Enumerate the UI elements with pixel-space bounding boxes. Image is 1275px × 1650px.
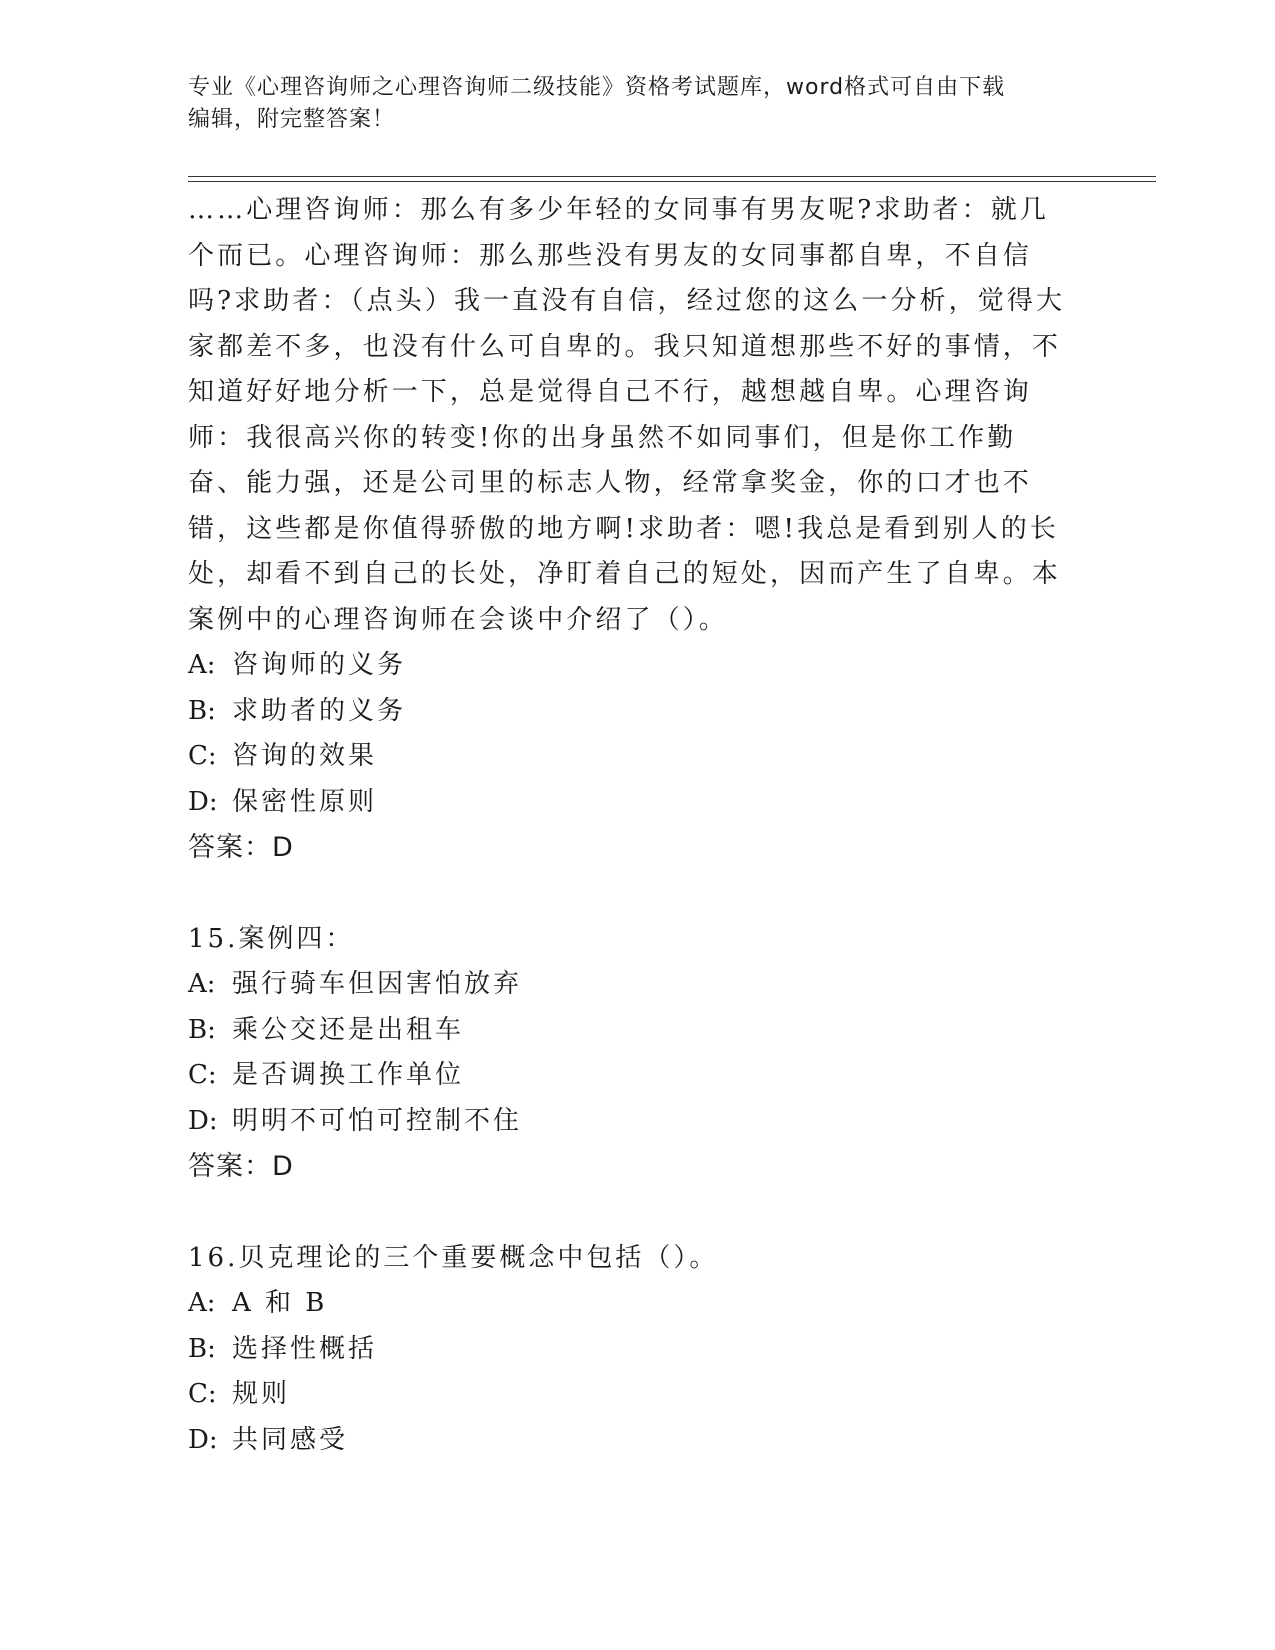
- option-text: 是否调换工作单位: [232, 1060, 465, 1090]
- question-passage: ……心理咨询师：那么有多少年轻的女同事有男友呢?求助者：就几个而已。心理咨询师：那么那些没有男友的女同事都自卑，不自信吗?求助者：（点头）我一直没有自信，经过您的这么一分析，觉得大家都差不多，也没有什么可自卑的。我只知道想那些不好的事情，不知道好好地分析一下，总是觉得自己不行，越想越自卑。心理咨询师：我很高兴你的转变!你的出身虽然不如同事们，但是你工作勤奋、能力强，还是公司里的标志人物，经常拿奖金，你的口才也不错，这些都是你值得骄傲的地方啊!求助者：嗯!我总是看到别人的长处，却看不到自己的长处，净盯着自己的短处，因而产生了自卑。本案例中的心理咨询师在会谈中介绍了（）。: [188, 195, 1066, 635]
- question-options: [188, 643, 1068, 825]
- header-line-2: 编辑，附完整答案！: [188, 107, 396, 132]
- option-text: 求助者的义务: [232, 695, 407, 726]
- option-text: 选择性概括: [232, 1333, 378, 1364]
- question-options: [188, 962, 1068, 1144]
- option-key: A:: [188, 650, 216, 680]
- option-text: 保密性原则: [232, 786, 378, 817]
- option-a: [188, 643, 1068, 689]
- option-c: [188, 1372, 1068, 1418]
- spacer: [188, 1190, 1068, 1236]
- question-title: 16.贝克理论的三个重要概念中包括（）。: [188, 1242, 719, 1273]
- option-key: A:: [188, 969, 216, 999]
- document-header: [188, 72, 1068, 136]
- option-c: [188, 734, 1068, 780]
- option-key: C:: [188, 1379, 217, 1409]
- option-b: [188, 1008, 1068, 1054]
- spacer: [188, 871, 1068, 917]
- option-d: [188, 780, 1068, 826]
- option-text: 乘公交还是出租车: [232, 1014, 465, 1045]
- option-key: B:: [188, 695, 216, 726]
- option-d: [188, 1099, 1068, 1145]
- option-key: D:: [188, 1424, 218, 1455]
- option-key: C:: [188, 1060, 217, 1090]
- option-text: 咨询师的义务: [232, 650, 407, 680]
- option-text: 共同感受: [232, 1424, 349, 1455]
- option-key: C:: [188, 741, 217, 771]
- option-text: 明明不可怕可控制不住: [232, 1105, 523, 1136]
- answer-line: 答案：D: [188, 1151, 294, 1182]
- option-key: D:: [188, 786, 218, 817]
- answer-line: 答案：D: [188, 832, 294, 863]
- option-c: [188, 1053, 1068, 1099]
- option-b: [188, 1327, 1068, 1373]
- header-line-1: 专业《心理咨询师之心理咨询师二级技能》资格考试题库，word格式可自由下载: [188, 75, 1006, 100]
- document-body: [188, 188, 1068, 1463]
- option-key: B:: [188, 1333, 216, 1364]
- option-key: B:: [188, 1014, 216, 1045]
- option-b: [188, 689, 1068, 735]
- option-text: 咨询的效果: [232, 741, 378, 771]
- option-key: A:: [188, 1288, 216, 1318]
- header-divider-top: [188, 176, 1156, 177]
- question-options: [188, 1281, 1068, 1463]
- option-a: [188, 1281, 1068, 1327]
- option-d: [188, 1418, 1068, 1464]
- question-title: 15.案例四：: [188, 923, 355, 954]
- option-text: 强行骑车但因害怕放弃: [232, 969, 523, 999]
- option-key: D:: [188, 1105, 218, 1136]
- option-text: A 和 B: [232, 1288, 328, 1318]
- option-text: 规则: [232, 1379, 291, 1409]
- option-a: [188, 962, 1068, 1008]
- header-divider-bottom: [188, 181, 1156, 182]
